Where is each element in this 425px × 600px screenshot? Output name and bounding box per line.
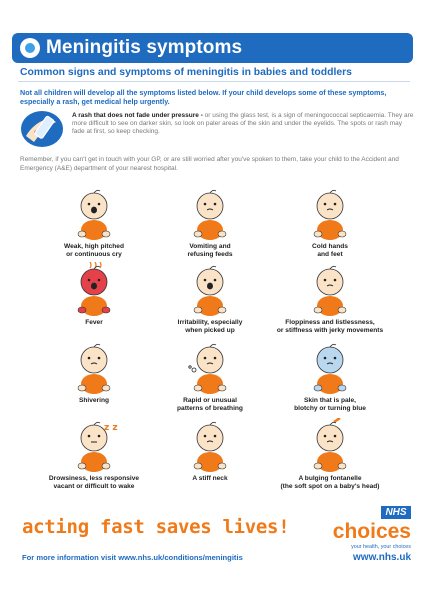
baby-fever-icon — [36, 262, 152, 318]
symptom-label: Weak, high pitched or continuous cry — [64, 243, 124, 259]
meningitis-logo-icon — [20, 38, 40, 58]
symptom-label: Vomiting and refusing feeds — [187, 243, 233, 259]
glass-test-icon — [20, 110, 64, 148]
symptom-item — [267, 186, 393, 259]
baby-breathing-icon — [152, 340, 268, 396]
baby-crying-icon — [36, 186, 152, 242]
page-subtitle: Common signs and symptoms of meningitis in babies and toddlers — [20, 67, 352, 78]
symptom-item — [267, 262, 393, 335]
baby-floppy-icon — [267, 262, 393, 318]
symptom-label: Skin that is pale, blotchy or turning blue — [294, 397, 366, 413]
symptom-label: A stiff neck — [192, 475, 228, 482]
symptom-item — [36, 262, 152, 327]
symptom-item — [152, 340, 268, 413]
symptom-label: Shivering — [78, 397, 110, 404]
symptom-item — [36, 340, 152, 405]
symptom-label: Irritability, especially when picked up — [177, 319, 243, 335]
baby-pale-icon — [267, 340, 393, 396]
intro-warning: Not all children will develop all the symptoms listed below. If your child develops some of these symptoms, especially a rash, get medical help urgently. — [20, 88, 387, 106]
symptom-item — [152, 262, 268, 335]
symptom-item — [152, 186, 268, 259]
baby-fontanelle-icon — [267, 418, 393, 474]
symptom-label: A bulging fontanelle (the soft spot on a baby's head) — [280, 475, 380, 491]
page-title: Meningitis symptoms — [46, 37, 243, 58]
symptom-label: Fever — [85, 319, 103, 326]
remember-note: Remember, if you can't get in touch with your GP, or are still worried after you've spoken to them, take your child to the Accident and Emergency (A&E) department of your nearest hospital. — [20, 156, 399, 172]
divider — [18, 81, 410, 82]
nhs-logo: NHS — [381, 506, 411, 519]
symptom-item — [36, 418, 152, 491]
symptom-label: Floppiness and listlessness, or stiffness with jerky movements — [276, 319, 384, 335]
rash-description — [72, 112, 414, 137]
svg-text:z z: z z — [104, 423, 118, 433]
symptom-label: Cold hands and feet — [312, 243, 348, 259]
symptom-item — [36, 186, 152, 259]
more-info-link[interactable]: For more information visit www.nhs.uk/conditions/meningitis — [22, 553, 243, 562]
baby-stiff-neck-icon — [152, 418, 268, 474]
baby-vomiting-icon — [152, 186, 268, 242]
title-banner — [12, 33, 413, 63]
symptom-item — [152, 418, 268, 483]
rash-detail: or using the glass test, is a sign of meningococcal septicaemia. They are more difficult to see on darker skin, so look on paler areas of the skin and under the eyelids. The spots or rash may fade at first, so keep checking. — [72, 112, 414, 136]
symptom-item — [267, 418, 393, 491]
symptom-label: Rapid or unusual patterns of breathing — [177, 397, 243, 413]
rash-heading: A rash that does not fade under pressure - — [72, 112, 203, 119]
symptom-item — [267, 340, 393, 413]
baby-shivering-icon — [36, 340, 152, 396]
symptom-label: Drowsiness, less responsive vacant or difficult to wake — [48, 475, 140, 491]
baby-drowsy-icon — [36, 418, 152, 474]
baby-cold-icon — [267, 186, 393, 242]
nhs-url-link[interactable]: www.nhs.uk — [353, 552, 411, 563]
baby-irritable-icon — [152, 262, 268, 318]
slogan: acting fast saves lives! — [22, 516, 290, 538]
choices-logo: choices — [332, 520, 411, 543]
choices-tagline: your health, your choices — [351, 544, 411, 550]
